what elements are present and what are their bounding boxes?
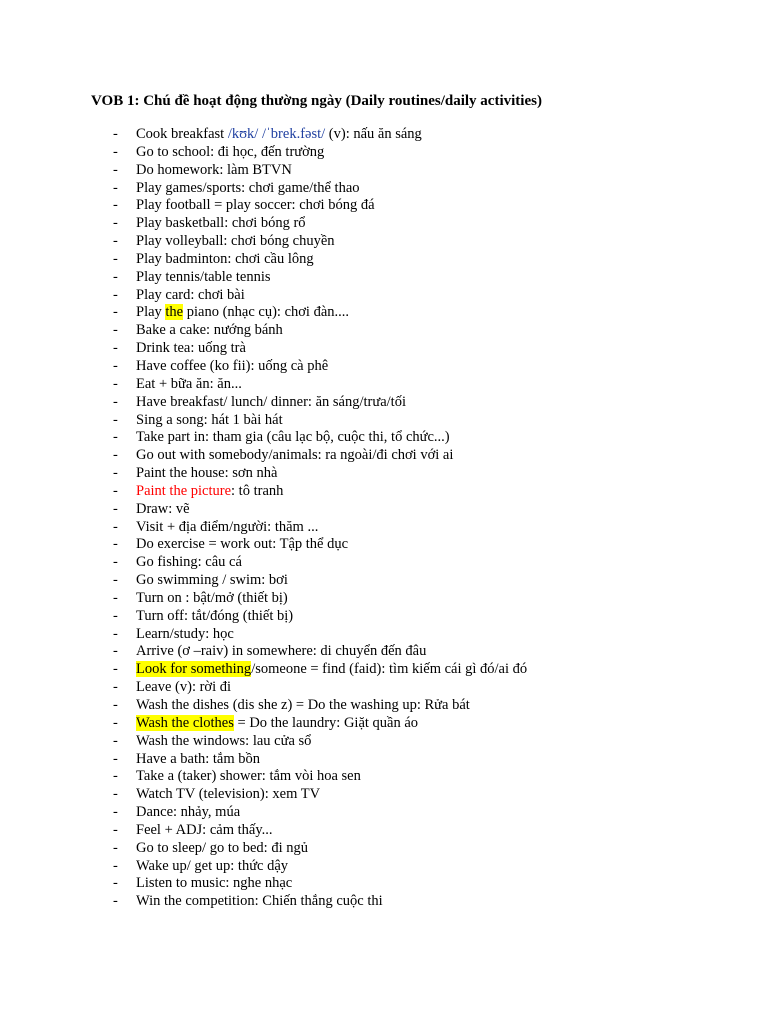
list-item-text [136, 786, 320, 804]
highlighted-text: Wash the clothes [136, 714, 234, 731]
list-item [0, 572, 768, 590]
list-bullet: - [113, 839, 118, 856]
list-item-text [136, 608, 293, 626]
list-item [0, 822, 768, 840]
list-item-text [136, 144, 324, 162]
list-bullet: - [113, 857, 118, 874]
list-item-text [136, 465, 277, 483]
list-bullet: - [113, 304, 118, 321]
list-item [0, 340, 768, 358]
entry-text: Play card: chơi bài [136, 286, 245, 303]
entry-text: Win the competition: Chiến thắng cuộc thi [136, 893, 383, 910]
list-item [0, 786, 768, 804]
list-bullet: - [113, 268, 118, 285]
list-item-text [136, 572, 288, 590]
list-item [0, 626, 768, 644]
list-bullet: - [113, 126, 118, 142]
list-bullet: - [113, 340, 118, 357]
list-bullet: - [113, 233, 118, 250]
list-item-text [136, 519, 318, 537]
entry-text: Go fishing: câu cá [136, 554, 242, 571]
list-item [0, 715, 768, 733]
list-item [0, 429, 768, 447]
list-item [0, 394, 768, 412]
list-item-text [136, 233, 335, 251]
list-bullet: - [113, 322, 118, 339]
entry-text: Feel + ADJ: cảm thấy... [136, 821, 273, 838]
list-item [0, 501, 768, 519]
list-item [0, 358, 768, 376]
list-item [0, 840, 768, 858]
list-item [0, 554, 768, 572]
list-item-text [136, 875, 292, 893]
entry-text: Play tennis/table tennis [136, 268, 271, 285]
entry-text: Go out with somebody/animals: ra ngoài/đi chơi với ai [136, 447, 454, 464]
list-bullet: - [113, 679, 118, 696]
list-item-text [136, 412, 283, 430]
entry-text: Sing a song: hát 1 bài hát [136, 411, 283, 428]
list-bullet: - [113, 500, 118, 517]
list-item [0, 269, 768, 287]
list-bullet: - [113, 215, 118, 232]
list-item-text [136, 751, 260, 769]
list-item [0, 608, 768, 626]
list-item [0, 697, 768, 715]
phonetic-transcription: /kʊk/ /ˈbrek.fəst/ [227, 126, 326, 142]
list-item-text [136, 822, 273, 840]
list-item-text [136, 733, 311, 751]
list-item [0, 322, 768, 340]
entry-text: Go swimming / swim: bơi [136, 572, 288, 589]
list-bullet: - [113, 465, 118, 482]
list-item-text [136, 429, 450, 447]
list-item-text [136, 180, 360, 198]
list-item [0, 858, 768, 876]
entry-text: Play games/sports: chơi game/thể thao [136, 179, 360, 196]
list-bullet: - [113, 768, 118, 785]
list-item [0, 376, 768, 394]
entry-text: (v): nấu ăn sáng [325, 126, 422, 142]
list-item [0, 679, 768, 697]
entry-text: : tô tranh [231, 482, 284, 499]
list-item-text [136, 162, 292, 180]
list-item-text [136, 768, 361, 786]
list-item [0, 180, 768, 198]
list-bullet: - [113, 393, 118, 410]
list-item-text [136, 536, 348, 554]
list-bullet: - [113, 250, 118, 267]
entry-text: Wash the windows: lau cửa sổ [136, 732, 312, 749]
list-item [0, 144, 768, 162]
list-bullet: - [113, 429, 118, 446]
list-item [0, 804, 768, 822]
list-item-text [136, 661, 527, 679]
list-bullet: - [113, 697, 118, 713]
list-item [0, 251, 768, 269]
list-item-text [136, 626, 234, 644]
list-item-text [136, 554, 242, 572]
list-bullet: - [113, 482, 118, 499]
list-item [0, 197, 768, 215]
list-bullet: - [113, 643, 118, 660]
list-item [0, 751, 768, 769]
entry-text: Visit + địa điểm/người: thăm ... [136, 518, 319, 535]
list-item-text [136, 840, 308, 858]
entry-text: Bake a cake: nướng bánh [136, 322, 283, 339]
entry-text: Play badminton: chơi cầu lông [136, 250, 314, 267]
list-bullet: - [113, 786, 118, 803]
list-bullet: - [113, 572, 118, 589]
list-item-text [136, 483, 283, 501]
entry-text: Have breakfast/ lunch/ dinner: ăn sáng/trưa/tối [136, 393, 406, 410]
list-item-text [136, 322, 283, 340]
list-item [0, 661, 768, 679]
list-bullet: - [113, 875, 118, 892]
entry-text: Take a (taker) shower: tắm vòi hoa sen [136, 768, 361, 785]
entry-text: = Do the laundry: Giặt quần áo [233, 714, 419, 731]
entry-text: Wake up/ get up: thức dậy [136, 857, 289, 874]
entry-text: Have a bath: tắm bồn [136, 750, 261, 767]
entry-text: /someone = find (faid): tìm kiếm cái gì đó/ai đó [251, 661, 528, 678]
entry-text: Go to school: đi học, đến trường [136, 143, 325, 160]
list-item-text [136, 269, 271, 287]
list-bullet: - [113, 179, 118, 196]
entry-text: Do homework: làm BTVN [136, 161, 292, 178]
highlighted-text: Look for something [136, 661, 252, 678]
list-item-text [136, 643, 426, 661]
entry-text: Play volleyball: chơi bóng chuyền [136, 233, 335, 250]
list-item-text [136, 447, 453, 465]
entry-text: Leave (v): rời đi [136, 679, 232, 696]
entry-text: Go to sleep/ go to bed: đi ngủ [136, 839, 308, 856]
list-item [0, 875, 768, 893]
entry-text: Dance: nhảy, múa [136, 804, 241, 821]
list-item-text [136, 358, 328, 376]
entry-text: Watch TV (television): xem TV [136, 786, 321, 803]
list-item-text [136, 304, 349, 322]
entry-text: Cook breakfast [136, 126, 228, 142]
list-bullet: - [113, 536, 118, 553]
list-item [0, 733, 768, 751]
list-item [0, 590, 768, 608]
list-bullet: - [113, 286, 118, 303]
entry-text: Take part in: tham gia (câu lạc bộ, cuộc thi, tổ chức...) [136, 429, 450, 446]
list-bullet: - [113, 625, 118, 642]
list-bullet: - [113, 375, 118, 392]
list-item [0, 447, 768, 465]
list-bullet: - [113, 589, 118, 606]
list-bullet: - [113, 143, 118, 160]
entry-text: Eat + bữa ăn: ăn... [136, 375, 242, 392]
list-item [0, 519, 768, 537]
list-bullet: - [113, 197, 118, 214]
list-bullet: - [113, 714, 118, 731]
list-item-text [136, 679, 231, 697]
entry-text: Paint the house: sơn nhà [136, 465, 278, 482]
entry-text: Do exercise = work out: Tập thể dục [136, 536, 349, 553]
entry-text: Have coffee (ko fii): uống cà phê [136, 357, 329, 374]
list-bullet: - [113, 804, 118, 821]
list-item-text [136, 858, 288, 876]
list-item-text [136, 126, 422, 144]
list-item-text [136, 715, 418, 733]
list-bullet: - [113, 821, 118, 838]
entry-text: Wash the dishes (dis she z) = Do the washing up: Rửa bát [136, 697, 470, 713]
list-item [0, 126, 768, 144]
list-item-text [136, 893, 383, 911]
vocabulary-list [0, 126, 768, 911]
entry-text: Turn off: tắt/đóng (thiết bị) [136, 607, 294, 624]
list-item-text [136, 394, 406, 412]
highlighted-text: the [165, 304, 184, 321]
list-item-text [136, 215, 306, 233]
list-bullet: - [113, 750, 118, 767]
list-item [0, 465, 768, 483]
list-item-text [136, 340, 246, 358]
entry-text: Draw: vẽ [136, 500, 190, 517]
list-item [0, 162, 768, 180]
list-item [0, 412, 768, 430]
list-item [0, 287, 768, 305]
list-bullet: - [113, 893, 118, 910]
list-item-text [136, 501, 190, 519]
entry-text: Turn on : bật/mở (thiết bị) [136, 589, 288, 606]
list-item [0, 215, 768, 233]
list-item [0, 536, 768, 554]
entry-text: Learn/study: học [136, 625, 234, 642]
list-item-text [136, 590, 288, 608]
entry-text: Listen to music: nghe nhạc [136, 875, 293, 892]
entry-text: Play [136, 304, 166, 321]
list-item-text [136, 287, 245, 305]
list-bullet: - [113, 447, 118, 464]
list-item-text [136, 376, 242, 394]
list-bullet: - [113, 357, 118, 374]
list-item-text [136, 697, 470, 715]
entry-text: Play football = play soccer: chơi bóng đá [136, 197, 375, 214]
list-bullet: - [113, 732, 118, 749]
entry-text: Arrive (ơ –raiv) in somewhere: di chuyển đến đâu [136, 643, 427, 660]
list-item [0, 233, 768, 251]
list-item-text [136, 197, 375, 215]
list-item [0, 768, 768, 786]
entry-text: Play basketball: chơi bóng rổ [136, 215, 306, 232]
list-item-text [136, 804, 240, 822]
list-bullet: - [113, 161, 118, 178]
red-text: Paint the picture [136, 482, 232, 499]
list-bullet: - [113, 661, 118, 678]
list-item [0, 304, 768, 322]
document-title: VOB 1: Chú đề hoạt động thường ngày (Daily routines/daily activities) [91, 93, 542, 109]
list-item [0, 483, 768, 501]
list-item [0, 893, 768, 911]
list-bullet: - [113, 607, 118, 624]
entry-text: piano (nhạc cụ): chơi đàn.... [183, 304, 350, 321]
list-bullet: - [113, 554, 118, 571]
list-bullet: - [113, 518, 118, 535]
list-item-text [136, 251, 314, 269]
list-item [0, 643, 768, 661]
entry-text: Drink tea: uống trà [136, 340, 246, 357]
list-bullet: - [113, 411, 118, 428]
